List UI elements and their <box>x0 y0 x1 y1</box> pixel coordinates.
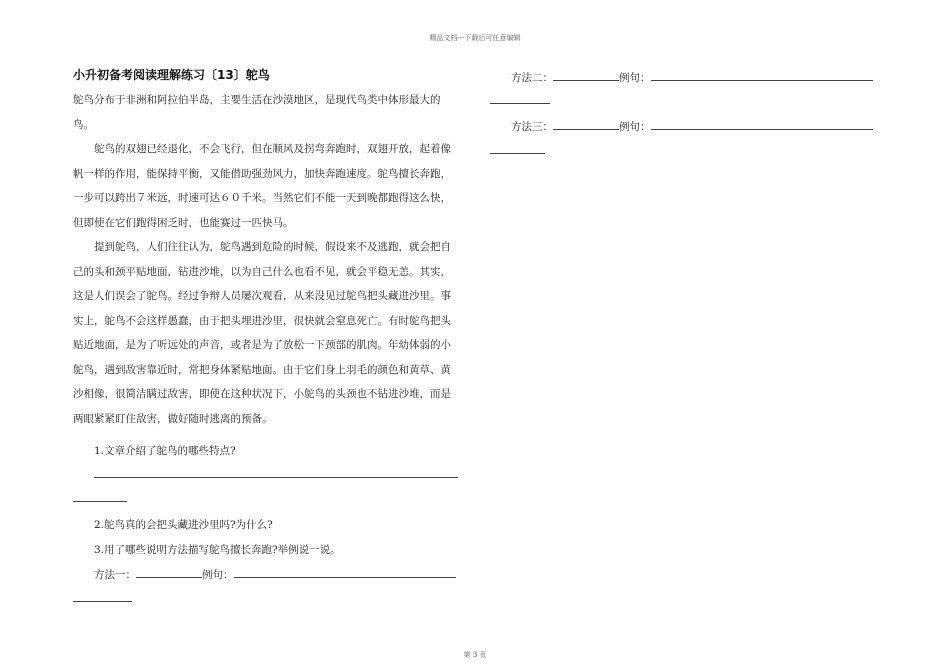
method-3-example-label: 例句： <box>619 121 651 133</box>
method-1-label: 方法一： <box>94 569 136 581</box>
method-2-line-continued <box>490 103 550 104</box>
question-1: 1.文章介绍了鸵鸟的哪些特点? <box>94 445 236 457</box>
method-2-example-label: 例句： <box>619 72 651 84</box>
question-2: 2.鸵鸟真的会把头藏进沙里吗?为什么? <box>94 519 273 531</box>
method-2-row <box>511 70 873 85</box>
header-note: 精品文档---下载后可任意编辑 <box>429 34 521 42</box>
method-3-example-blank[interactable] <box>651 119 873 130</box>
method-2-blank[interactable] <box>553 70 619 81</box>
method-3-blank[interactable] <box>553 119 619 130</box>
method-3-row <box>511 119 873 134</box>
paragraph-intro: 鸵鸟分布于非洲和阿拉伯半岛，主要生活在沙漠地区，是现代鸟类中体形最大的鸟。 <box>73 94 441 131</box>
method-3-line-continued <box>490 153 545 154</box>
page-title: 小升初备考阅读理解练习〔13〕鸵鸟 <box>73 68 270 82</box>
method-1-line-continued <box>73 601 132 602</box>
answer-line-continued <box>73 501 127 502</box>
answer-line <box>94 477 458 478</box>
question-3: 3.用了哪些说明方法描写鸵鸟擅长奔跑?举例说一说。 <box>94 544 341 556</box>
paragraph-wings: 鸵鸟的双翅已经退化，不会飞行，但在顺风及拐弯奔跑时，双翅开放，起着像帆一样的作用，能保持平衡，又能借助强劲风力，加快奔跑速度。鸵鸟擅长奔跑，一步可以跨出７米远，时速可达６０千米。当然它们不能一天到晚都跑得这么快，但即使在它们跑得困乏时，也能赛过一匹快马。 <box>73 143 451 229</box>
method-2-label: 方法二： <box>511 72 553 84</box>
method-1-row <box>94 567 456 582</box>
method-1-example-label: 例句： <box>202 569 234 581</box>
method-1-example-blank[interactable] <box>234 567 456 578</box>
paragraph-misconception: 提到鸵鸟，人们往往认为，鸵鸟遇到危险的时候，假设来不及逃跑，就会把自己的头和颈平贴地面，钻进沙堆，以为自己什么也看不见，就会平稳无恙。其实，这是人们误会了鸵鸟。经过争辩人员屡次观看，从来没见过鸵鸟把头藏进沙里。事实上，鸵鸟不会这样愚蠢，由于把头埋进沙里，很快就会窒息死亡。有时鸵鸟把头贴近地面，是为了听远处的声音，或者是为了放松一下颈部的肌肉。年幼体弱的小鸵鸟，遇到敌害靠近时，常把身体紧贴地面。由于它们身上羽毛的颜色和黄草、黄沙相像，很简洁瞒过敌害，即使在这种状况下，小鸵鸟的头颈也不钻进沙堆，而是两眼紧紧盯住敌害，做好随时逃离的预备。 <box>73 241 451 425</box>
method-2-example-blank[interactable] <box>651 70 873 81</box>
method-1-blank[interactable] <box>136 567 202 578</box>
page-number: 第 3 页 <box>463 651 487 659</box>
method-3-label: 方法三： <box>511 121 553 133</box>
